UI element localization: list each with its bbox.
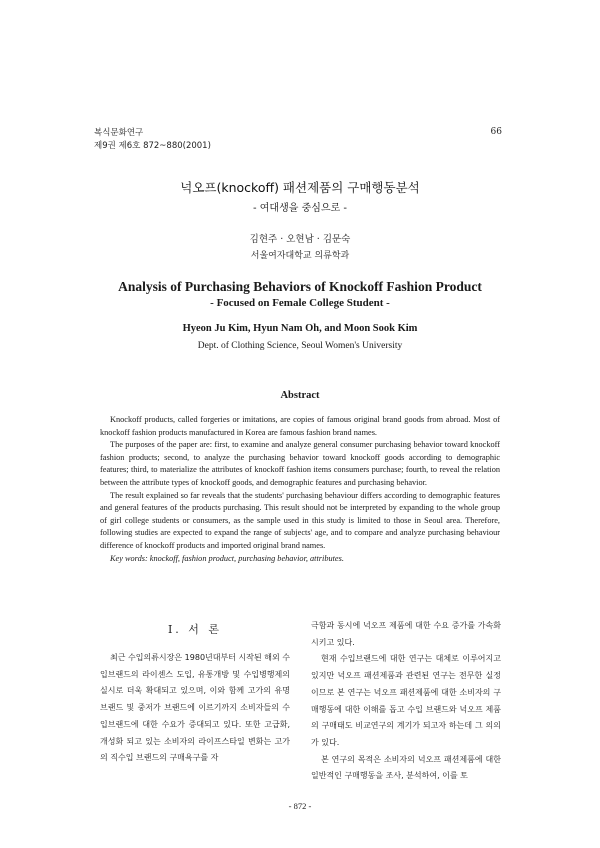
english-subtitle: - Focused on Female College Student - xyxy=(210,297,390,309)
english-affiliation: Dept. of Clothing Science, Seoul Women's University xyxy=(197,341,403,351)
body-column-left xyxy=(100,618,290,767)
korean-subtitle: - 여대생을 중심으로 - xyxy=(252,203,348,214)
abstract-paragraph: The purposes of the paper are: first, to examine and analyze general consumer purchasing behavior toward knockoff fashion products; second, to analyze the purchasing behavior toward knockoff goods according to demographic features; third, to materialize the attributes of knockoff fashion items consumers purchase; fourth, to reveal the relation between the attribute types of knockoff goods, and demographic features and purchasing behavior. xyxy=(100,440,500,487)
korean-authors: 김현주 · 오현남 · 김문숙 xyxy=(249,234,351,245)
english-title: Analysis of Purchasing Behaviors of Knockoff Fashion Product xyxy=(118,279,482,294)
page-number-footer: - 872 - xyxy=(288,801,312,811)
abstract-body xyxy=(100,414,500,565)
volume-info: 제9권 제6호 872~880(2001) xyxy=(94,141,211,151)
section-heading-introduction: Ⅰ. 서 론 xyxy=(167,623,223,636)
abstract-paragraph: Knockoff products, called forgeries or imitations, are copies of famous original brand goods from abroad. Most of knockoff fashion products manufactured in Korea are famous fashion brand names. xyxy=(100,415,500,437)
abstract-heading: Abstract xyxy=(280,390,320,401)
english-authors: Hyeon Ju Kim, Hyun Nam Oh, and Moon Sook Kim xyxy=(182,323,418,334)
page-number-top: 66 xyxy=(490,127,502,137)
journal-name: 복식문화연구 xyxy=(94,128,144,138)
body-paragraph: 극함과 동시에 넉오프 제품에 대한 수요 증가를 가속화시키고 있다. xyxy=(311,621,501,647)
body-paragraph: 본 연구의 목적은 소비자의 넉오프 패션제품에 대한 일반적인 구매행동을 조사, 분석하여, 이를 토 xyxy=(311,754,501,781)
abstract-paragraph: The result explained so far reveals that the students' purchasing behaviour differs according to demographic features and general features of the products purchasing. This result should not be interpreted by expanding to the whole group of girl college students or consumers, as the sample used in this study is limited to those in Seoul area. Therefore, following studies are expected to expand the range of subjects' age, and to compare and analyze purchasing behaviour difference of knockoff products and imported original brand names. xyxy=(100,490,500,550)
body-column-right xyxy=(311,618,501,785)
body-paragraph: 현재 수입브랜드에 대한 연구는 대체로 이루어지고 있지만 넉오프 패션제품과 관련된 연구는 전무한 실정이므로 본 연구는 넉오프 패션제품에 대한 소비자의 구매행동에 대한 이해를 돕고 수입 브랜드와 넉오프 제품의 구매태도 비교연구의 계기가 되고자 하는데 그 의의가 있다. xyxy=(311,654,501,747)
journal-header xyxy=(94,127,211,153)
korean-affiliation: 서울여자대학교 의류학과 xyxy=(250,251,350,261)
keywords: Key words: knockoff, fashion product, purchasing behavior, attributes. xyxy=(110,553,344,563)
korean-title: 넉오프(knockoff) 패션제품의 구매행동분석 xyxy=(180,180,420,195)
body-paragraph: 최근 수입의류시장은 1980년대부터 시작된 해외 수입브랜드의 라이센스 도입, 유통개방 및 수입병행제의 실시로 더욱 확대되고 있으며, 이와 함께 고가의 유명 브랜드 및 중저가 브랜드에 이르기까지 소비자들의 수입브랜드에 대한 수요가 증대되고 있다. 또한 고급화, 개성화 되고 있는 소비자의 라이프스타일 변화는 고가의 직수입 브랜드의 구매욕구를 자 xyxy=(100,653,290,763)
